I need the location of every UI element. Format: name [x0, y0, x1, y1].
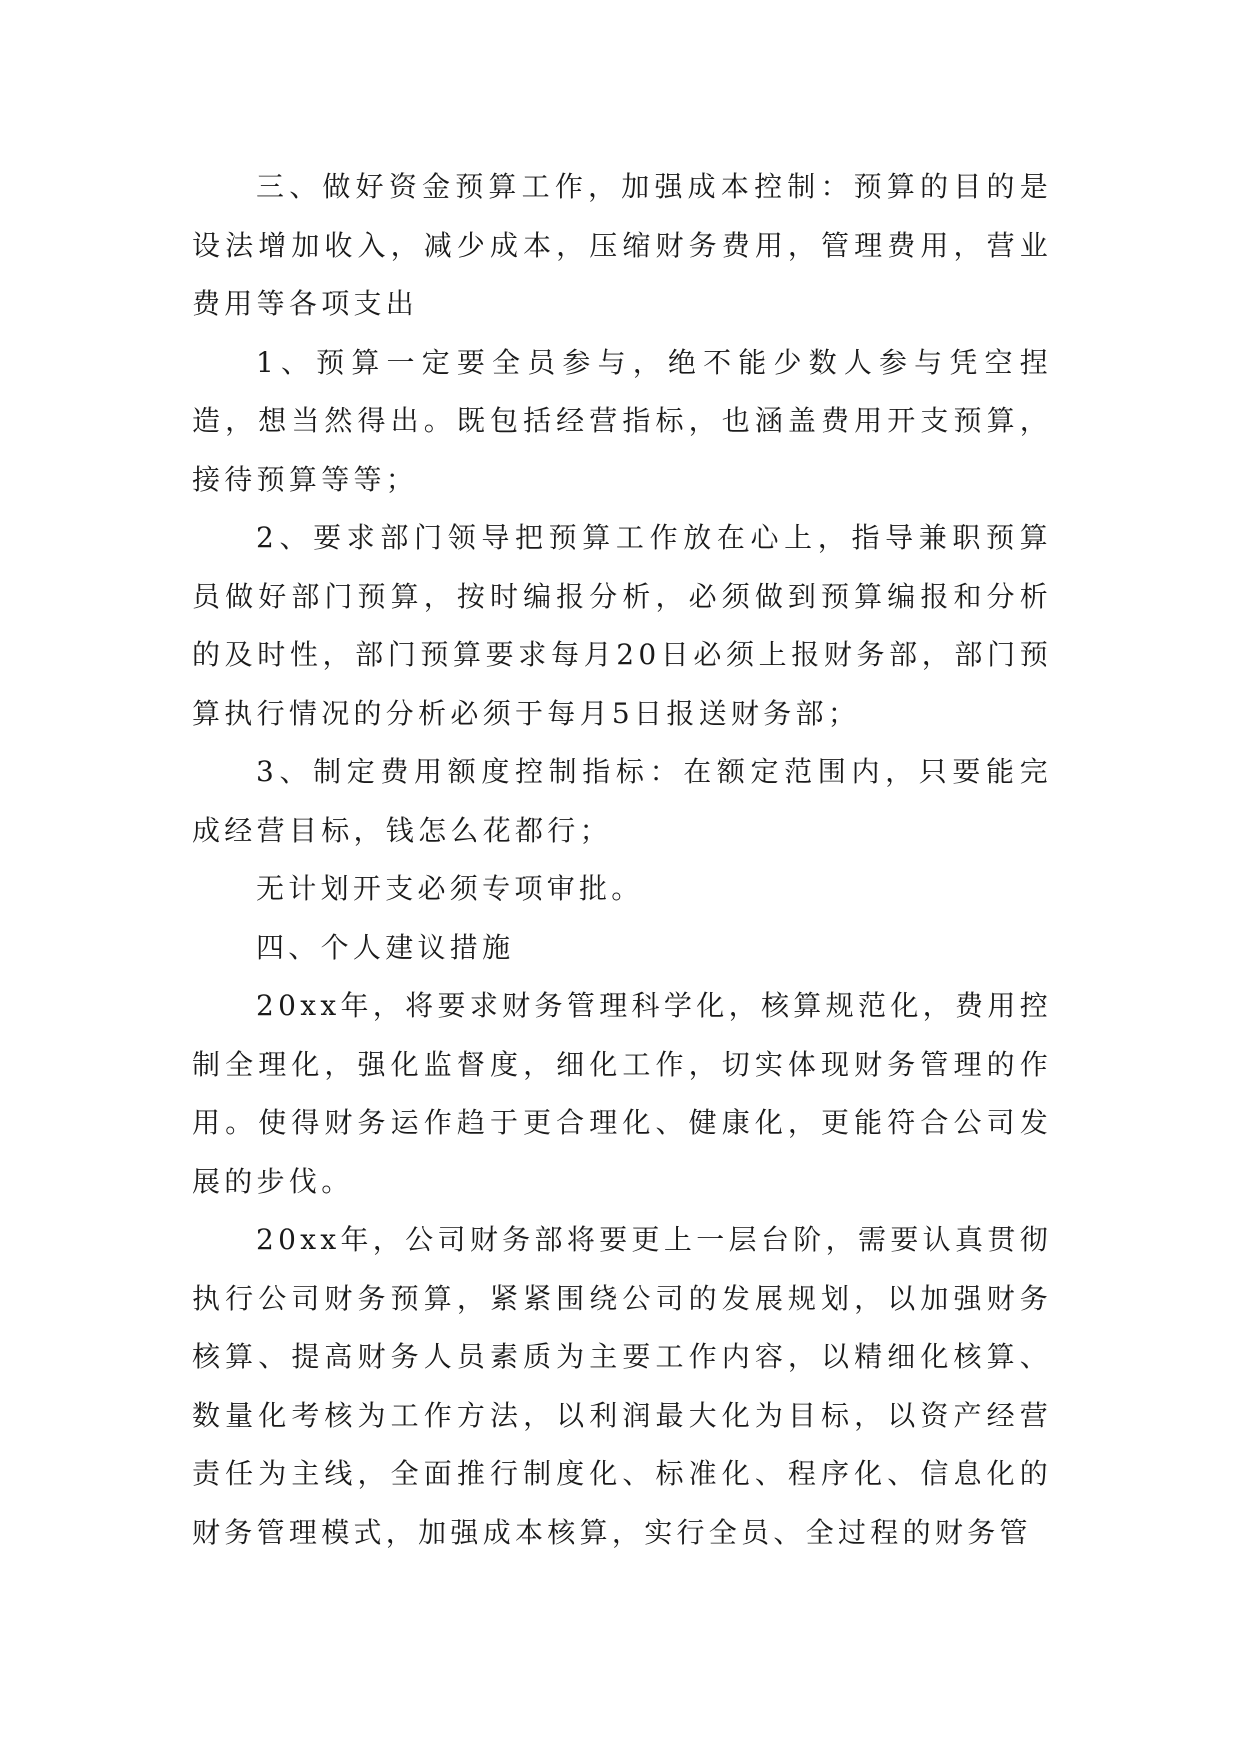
paragraph-suggestions-heading: 四、个人建议措施 [256, 930, 515, 964]
paragraph-budget-item-1: 1、预算一定要全员参与，绝不能少数人参与凭空捏造，想当然得出。既包括经营指标，也涵盖费用开支预算，接待预算等等； [192, 345, 1052, 496]
paragraph-suggestion-1: 20xx年，将要求财务管理科学化，核算规范化，费用控制全理化，强化监督度，细化工作，切实体现财务管理的作用。使得财务运作趋于更合理化、健康化，更能符合公司发展的步伐。 [192, 989, 1052, 1198]
paragraph-budget-item-2: 2、要求部门领导把预算工作放在心上，指导兼职预算员做好部门预算，按时编报分析，必须做到预算编报和分析的及时性，部门预算要求每月20日必须上报财务部，部门预算执行情况的分析必须于每月5日报送财务部； [192, 521, 1052, 730]
paragraph-budget-section-heading: 三、做好资金预算工作，加强成本控制：预算的目的是设法增加收入，减少成本，压缩财务费用，管理费用，营业费用等各项支出 [192, 170, 1052, 320]
paragraph-budget-item-3: 3、制定费用额度控制指标：在额定范围内，只要能完成经营目标，钱怎么花都行； [192, 755, 1052, 847]
document-body [192, 158, 1052, 1562]
paragraph-suggestion-2: 20xx年，公司财务部将要更上一层台阶，需要认真贯彻执行公司财务预算，紧紧围绕公司的发展规划，以加强财务核算、提高财务人员素质为主要工作内容，以精细化核算、数量化考核为工作方法，以利润最大化为目标，以资产经营责任为主线，全面推行制度化、标准化、程序化、信息化的财务管理模式，加强成本核算，实行全员、全过程的财务管 [192, 1223, 1052, 1549]
paragraph-unplanned-expense: 无计划开支必须专项审批。 [256, 872, 644, 905]
